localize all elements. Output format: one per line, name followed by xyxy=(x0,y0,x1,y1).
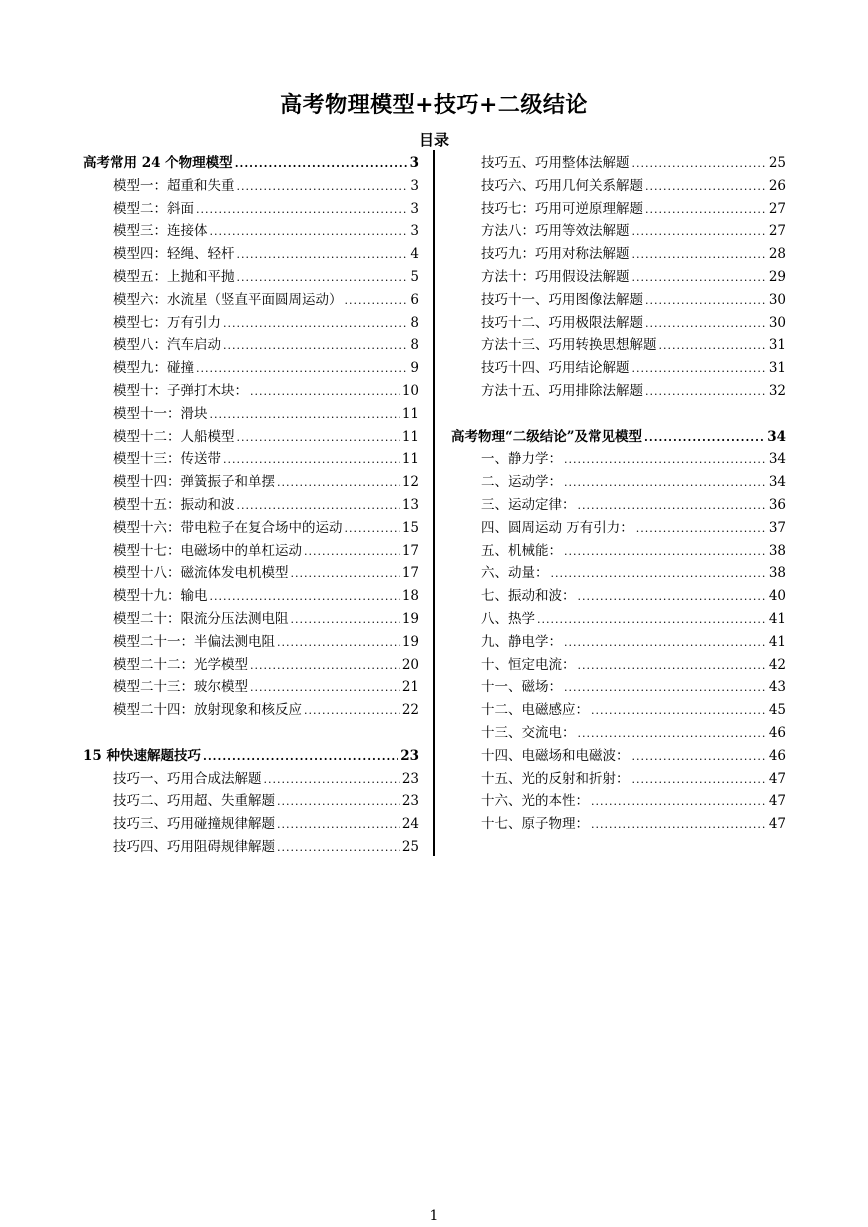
toc-entry-label: 模型十五：振动和波 xyxy=(113,496,235,513)
dot-leader xyxy=(237,495,400,517)
toc-entry[interactable] xyxy=(83,403,419,426)
toc-entry[interactable] xyxy=(83,175,419,198)
dot-leader xyxy=(223,313,408,335)
toc-entry[interactable] xyxy=(83,243,419,266)
toc-entry[interactable] xyxy=(451,699,786,722)
toc-entry-label: 技巧十二、巧用极限法解题 xyxy=(481,314,643,331)
toc-entry-page: 3 xyxy=(410,223,419,240)
toc-entry-page: 19 xyxy=(401,633,419,650)
dot-leader xyxy=(277,814,400,836)
toc-entry-label: 方法八：巧用等效法解题 xyxy=(481,223,630,240)
toc-entry[interactable] xyxy=(451,357,786,380)
toc-entry-page: 34 xyxy=(768,474,786,491)
dot-leader xyxy=(645,381,767,403)
toc-entry-label: 方法十：巧用假设法解题 xyxy=(481,268,630,285)
toc-entry-page: 41 xyxy=(768,610,786,627)
dot-leader xyxy=(632,267,767,289)
toc-entry-page: 17 xyxy=(401,542,419,559)
toc-entry-label: 十、恒定电流： xyxy=(481,656,576,673)
toc-entry-page: 25 xyxy=(401,838,419,855)
toc-entry-label: 八、热学 xyxy=(481,610,535,627)
toc-entry[interactable] xyxy=(451,198,786,221)
dot-leader xyxy=(591,791,767,813)
dot-leader xyxy=(345,290,409,312)
toc-entry[interactable] xyxy=(83,334,419,357)
toc-entry[interactable] xyxy=(83,426,419,449)
dot-leader xyxy=(277,632,400,654)
toc-entry-label: 十六、光的本性： xyxy=(481,793,589,810)
dot-leader xyxy=(210,221,409,243)
toc-entry[interactable] xyxy=(83,836,419,859)
dot-leader xyxy=(632,358,767,380)
toc-entry-page: 28 xyxy=(768,246,786,263)
toc-entry-page: 18 xyxy=(401,588,419,605)
toc-entry-label: 技巧四、巧用阻碍规律解题 xyxy=(113,838,275,855)
dot-leader xyxy=(578,723,767,745)
toc-entry[interactable] xyxy=(83,220,419,243)
toc-entry-label: 模型六：水流星（竖直平面圆周运动） xyxy=(113,291,343,308)
toc-entry-page: 47 xyxy=(768,816,786,833)
dot-leader xyxy=(210,404,400,426)
toc-entry[interactable] xyxy=(451,243,786,266)
toc-entry-page: 21 xyxy=(401,679,419,696)
toc-entry-label: 模型九：碰撞 xyxy=(113,360,194,377)
toc-entry-label: 九、静电学： xyxy=(481,633,562,650)
toc-entry-page: 19 xyxy=(401,610,419,627)
dot-leader xyxy=(250,677,400,699)
toc-entry-page: 46 xyxy=(768,747,786,764)
toc-entry-page: 13 xyxy=(401,496,419,513)
toc-entry-label: 技巧七：巧用可逆原理解题 xyxy=(481,200,643,217)
toc-entry-label: 模型十八：磁流体发电机模型 xyxy=(113,565,289,582)
toc-entry-label: 模型十二：人船模型 xyxy=(113,428,235,445)
toc-entry-page: 10 xyxy=(401,382,419,399)
toc-entry-label: 技巧十一、巧用图像法解题 xyxy=(481,291,643,308)
toc-left-column xyxy=(83,152,419,859)
toc-entry[interactable] xyxy=(83,562,419,585)
toc-entry-label: 模型十七：电磁场中的单杠运动 xyxy=(113,542,302,559)
toc-entry-page: 3 xyxy=(409,155,419,171)
toc-entry[interactable] xyxy=(83,676,419,699)
dot-leader xyxy=(632,769,767,791)
toc-entry-page: 9 xyxy=(410,360,419,377)
toc-entry-page: 3 xyxy=(410,177,419,194)
toc-entry-page: 11 xyxy=(401,451,419,468)
toc-entry[interactable] xyxy=(83,494,419,517)
toc-entry[interactable] xyxy=(83,585,419,608)
toc-entry-label: 技巧六、巧用几何关系解题 xyxy=(481,177,643,194)
toc-entry-label: 模型八：汽车启动 xyxy=(113,337,221,354)
toc-entry-page: 15 xyxy=(401,519,419,536)
toc-entry-label: 模型十九：输电 xyxy=(113,588,208,605)
toc-entry-label: 技巧五、巧用整体法解题 xyxy=(481,155,630,171)
dot-leader xyxy=(564,632,767,654)
toc-entry-page: 45 xyxy=(768,702,786,719)
toc-entry-page: 29 xyxy=(768,268,786,285)
toc-entry[interactable] xyxy=(83,198,419,221)
dot-leader xyxy=(304,541,400,563)
dot-leader xyxy=(632,244,767,266)
toc-entry[interactable] xyxy=(451,562,786,585)
toc-entry-label: 技巧九：巧用对称法解题 xyxy=(481,246,630,263)
toc-entry[interactable] xyxy=(83,813,419,836)
toc-entry-label: 四、圆周运动 万有引力： xyxy=(481,519,634,536)
toc-entry-label: 模型一：超重和失重 xyxy=(113,177,235,194)
dot-leader xyxy=(203,746,398,768)
toc-entry-label: 三、运动定律： xyxy=(481,496,576,513)
toc-entry-label: 高考常用 24 个物理模型 xyxy=(83,155,233,171)
toc-entry-label: 技巧十四、巧用结论解题 xyxy=(481,360,630,377)
dot-leader xyxy=(277,837,400,859)
toc-entry[interactable] xyxy=(451,517,786,540)
dot-leader xyxy=(291,609,400,631)
dot-leader xyxy=(237,176,409,198)
toc-entry-label: 十四、电磁场和电磁波： xyxy=(481,747,630,764)
dot-leader xyxy=(645,290,767,312)
dot-leader xyxy=(304,700,400,722)
toc-entry[interactable] xyxy=(83,380,419,403)
toc-entry-page: 5 xyxy=(410,268,419,285)
toc-entry-page: 31 xyxy=(768,337,786,354)
toc-entry-label: 模型五：上抛和平抛 xyxy=(113,268,235,285)
toc-entry[interactable] xyxy=(83,540,419,563)
toc-entry-label: 技巧二、巧用超、失重解题 xyxy=(113,793,275,810)
dot-leader xyxy=(591,814,767,836)
toc-entry-label: 方法十五、巧用排除法解题 xyxy=(481,382,643,399)
toc-entry[interactable] xyxy=(83,312,419,335)
toc-entry-page: 34 xyxy=(767,428,786,445)
toc-entry-page: 23 xyxy=(401,793,419,810)
toc-entry-label: 模型二十二：光学模型 xyxy=(113,656,248,673)
toc-entry[interactable] xyxy=(451,745,786,768)
toc-entry-label: 二、运动学： xyxy=(481,474,562,491)
toc-entry-page: 3 xyxy=(410,200,419,217)
toc-entry[interactable] xyxy=(83,768,419,791)
dot-leader xyxy=(223,335,408,357)
document-title: 高考物理模型+技巧+二级结论 xyxy=(280,92,588,118)
toc-entry-page: 11 xyxy=(401,428,419,445)
dot-leader xyxy=(578,586,767,608)
toc-entry-page: 17 xyxy=(401,565,419,582)
toc-entry-page: 27 xyxy=(768,223,786,240)
toc-entry[interactable] xyxy=(451,494,786,517)
toc-entry-label: 十三、交流电： xyxy=(481,724,576,741)
toc-entry[interactable] xyxy=(83,357,419,380)
toc-entry-label: 方法十三、巧用转换思想解题 xyxy=(481,337,657,354)
toc-entry-label: 模型四：轻绳、轻杆 xyxy=(113,246,235,263)
toc-entry-label: 六、动量： xyxy=(481,565,549,582)
toc-entry[interactable] xyxy=(83,790,419,813)
toc-entry-page: 4 xyxy=(410,246,419,263)
dot-leader xyxy=(644,427,765,449)
toc-entry[interactable] xyxy=(451,676,786,699)
dot-leader xyxy=(345,518,400,540)
toc-entry-page: 40 xyxy=(768,588,786,605)
toc-section-entry[interactable] xyxy=(451,426,786,449)
toc-entry[interactable] xyxy=(451,540,786,563)
dot-leader xyxy=(277,791,400,813)
dot-leader xyxy=(645,199,767,221)
toc-entry-page: 26 xyxy=(768,177,786,194)
dot-leader xyxy=(578,655,767,677)
toc-entry[interactable] xyxy=(83,631,419,654)
toc-entry-page: 32 xyxy=(768,382,786,399)
dot-leader xyxy=(551,563,767,585)
toc-entry[interactable] xyxy=(451,334,786,357)
page-number: 1 xyxy=(429,1208,439,1224)
toc-right-column xyxy=(451,152,786,836)
toc-entry-label: 技巧一、巧用合成法解题 xyxy=(113,770,262,787)
toc-section-entry[interactable] xyxy=(83,745,419,768)
dot-leader xyxy=(210,586,400,608)
toc-entry[interactable] xyxy=(83,289,419,312)
toc-entry[interactable] xyxy=(451,312,786,335)
toc-entry-page: 20 xyxy=(401,656,419,673)
toc-entry-label: 五、机械能： xyxy=(481,542,562,559)
toc-entry-label: 模型三：连接体 xyxy=(113,223,208,240)
toc-heading: 目录 xyxy=(418,131,449,149)
toc-entry-page: 27 xyxy=(768,200,786,217)
dot-leader xyxy=(632,153,767,175)
toc-entry[interactable] xyxy=(83,266,419,289)
toc-entry[interactable] xyxy=(451,608,786,631)
dot-leader xyxy=(235,153,408,175)
toc-entry-page: 31 xyxy=(768,360,786,377)
toc-entry-label: 高考物理“二级结论”及常见模型 xyxy=(451,428,643,445)
toc-entry-label: 模型二：斜面 xyxy=(113,200,194,217)
toc-entry-label: 15 种快速解题技巧 xyxy=(83,747,201,764)
toc-entry-label: 十二、电磁感应： xyxy=(481,702,589,719)
toc-entry-label: 模型二十四：放射现象和核反应 xyxy=(113,702,302,719)
dot-leader xyxy=(237,427,400,449)
toc-entry-page: 8 xyxy=(410,337,419,354)
dot-leader xyxy=(237,267,409,289)
toc-entry-page: 8 xyxy=(410,314,419,331)
toc-entry-label: 模型十四：弹簧振子和单摆 xyxy=(113,474,275,491)
toc-entry-page: 22 xyxy=(401,702,419,719)
dot-leader xyxy=(645,176,767,198)
toc-entry[interactable] xyxy=(451,266,786,289)
toc-entry-label: 七、振动和波： xyxy=(481,588,576,605)
toc-entry[interactable] xyxy=(451,471,786,494)
toc-entry[interactable] xyxy=(451,813,786,836)
toc-entry-label: 模型十六：带电粒子在复合场中的运动 xyxy=(113,519,343,536)
toc-entry-page: 12 xyxy=(401,474,419,491)
toc-entry[interactable] xyxy=(451,448,786,471)
toc-entry-page: 42 xyxy=(768,656,786,673)
dot-leader xyxy=(636,518,767,540)
toc-entry-page: 36 xyxy=(768,496,786,513)
toc-entry-page: 6 xyxy=(410,291,419,308)
dot-leader xyxy=(632,221,767,243)
toc-entry-label: 模型十：子弹打木块： xyxy=(113,382,248,399)
toc-entry[interactable] xyxy=(83,608,419,631)
toc-entry-label: 模型二十：限流分压法测电阻 xyxy=(113,610,289,627)
toc-spacer xyxy=(83,722,419,745)
toc-entry-page: 43 xyxy=(768,679,786,696)
toc-entry-label: 十一、磁场： xyxy=(481,679,562,696)
toc-entry[interactable] xyxy=(451,175,786,198)
toc-entry-label: 模型二十三：玻尔模型 xyxy=(113,679,248,696)
toc-entry-page: 38 xyxy=(768,565,786,582)
toc-entry-page: 47 xyxy=(768,770,786,787)
toc-section-entry[interactable] xyxy=(83,152,419,175)
dot-leader xyxy=(237,244,409,266)
toc-entry-page: 23 xyxy=(401,770,419,787)
toc-entry-page: 41 xyxy=(768,633,786,650)
dot-leader xyxy=(645,313,767,335)
dot-leader xyxy=(591,700,767,722)
dot-leader xyxy=(578,495,767,517)
toc-spacer xyxy=(451,403,786,426)
toc-entry[interactable] xyxy=(451,289,786,312)
toc-entry[interactable] xyxy=(451,631,786,654)
toc-entry-page: 25 xyxy=(768,155,786,171)
toc-entry[interactable] xyxy=(83,699,419,722)
dot-leader xyxy=(537,609,767,631)
dot-leader xyxy=(250,655,400,677)
toc-entry-page: 34 xyxy=(768,451,786,468)
dot-leader xyxy=(564,677,767,699)
toc-entry[interactable] xyxy=(451,768,786,791)
dot-leader xyxy=(564,541,767,563)
dot-leader xyxy=(632,746,767,768)
toc-entry-label: 一、静力学： xyxy=(481,451,562,468)
toc-entry-page: 30 xyxy=(768,291,786,308)
dot-leader xyxy=(659,335,767,357)
toc-entry-label: 十五、光的反射和折射： xyxy=(481,770,630,787)
toc-entry-label: 模型七：万有引力 xyxy=(113,314,221,331)
toc-entry[interactable] xyxy=(451,152,786,175)
toc-entry-label: 模型二十一：半偏法测电阻 xyxy=(113,633,275,650)
toc-entry-label: 十七、原子物理： xyxy=(481,816,589,833)
toc-entry[interactable] xyxy=(451,790,786,813)
toc-entry-page: 30 xyxy=(768,314,786,331)
toc-entry-page: 23 xyxy=(400,747,419,764)
toc-entry[interactable] xyxy=(83,517,419,540)
toc-entry-label: 技巧三、巧用碰撞规律解题 xyxy=(113,816,275,833)
toc-entry-page: 46 xyxy=(768,724,786,741)
dot-leader xyxy=(196,199,408,221)
toc-entry[interactable] xyxy=(83,471,419,494)
dot-leader xyxy=(291,563,400,585)
dot-leader xyxy=(223,449,400,471)
toc-entry-page: 47 xyxy=(768,793,786,810)
dot-leader xyxy=(564,472,767,494)
toc-entry[interactable] xyxy=(451,654,786,677)
toc-entry-page: 24 xyxy=(401,816,419,833)
dot-leader xyxy=(250,381,400,403)
dot-leader xyxy=(196,358,408,380)
toc-entry-page: 37 xyxy=(768,519,786,536)
toc-entry[interactable] xyxy=(83,448,419,471)
column-divider xyxy=(433,150,435,856)
toc-entry-label: 模型十三：传送带 xyxy=(113,451,221,468)
dot-leader xyxy=(277,472,400,494)
toc-entry-label: 模型十一：滑块 xyxy=(113,405,208,422)
toc-entry-page: 38 xyxy=(768,542,786,559)
toc-entry-page: 11 xyxy=(401,405,419,422)
toc-entry[interactable] xyxy=(451,722,786,745)
toc-entry[interactable] xyxy=(83,654,419,677)
dot-leader xyxy=(264,769,400,791)
toc-entry[interactable] xyxy=(451,585,786,608)
dot-leader xyxy=(564,449,767,471)
toc-entry[interactable] xyxy=(451,380,786,403)
toc-entry[interactable] xyxy=(451,220,786,243)
